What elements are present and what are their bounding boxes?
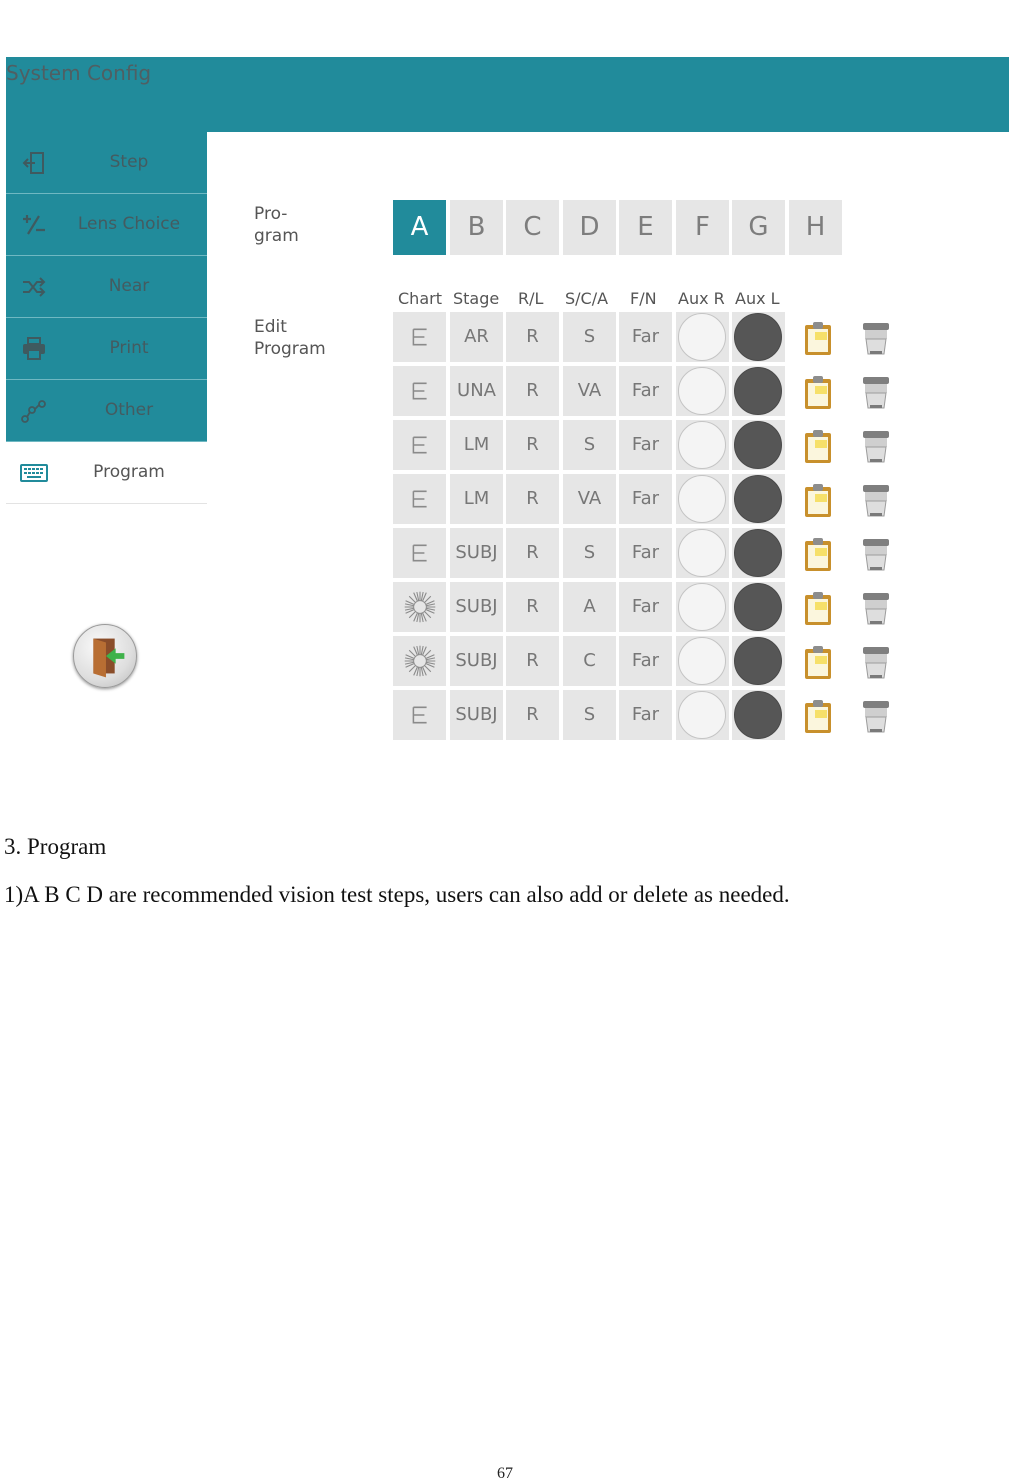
rl-cell[interactable]: R [506, 420, 559, 470]
delete-bin-icon[interactable] [860, 429, 892, 465]
rl-cell[interactable]: R [506, 636, 559, 686]
program-label: Pro- gram [254, 204, 299, 246]
section-heading: 3. Program [4, 834, 107, 859]
shuffle-icon [20, 274, 48, 300]
aux-r-toggle[interactable] [678, 583, 726, 631]
sca-cell[interactable]: C [563, 636, 616, 686]
sidebar-item-step[interactable] [6, 132, 207, 194]
window-title: System Config [6, 61, 152, 85]
aux-r-toggle[interactable] [678, 313, 726, 361]
aux-l-toggle[interactable] [734, 637, 782, 685]
fn-cell[interactable]: Far [619, 582, 672, 632]
rl-cell[interactable]: R [506, 474, 559, 524]
sca-cell[interactable]: VA [563, 474, 616, 524]
aux-l-toggle[interactable] [734, 421, 782, 469]
rl-cell[interactable]: R [506, 312, 559, 362]
tab-program-h[interactable]: H [789, 200, 842, 255]
aux-r-toggle[interactable] [678, 691, 726, 739]
E-chart-icon [409, 326, 431, 348]
sidebar-item-near[interactable] [6, 256, 207, 318]
printer-icon [20, 336, 48, 362]
step-icon [20, 150, 48, 176]
E-chart-icon [409, 542, 431, 564]
fn-cell[interactable]: Far [619, 420, 672, 470]
delete-bin-icon[interactable] [860, 321, 892, 357]
sidebar [6, 132, 207, 504]
aux-l-toggle[interactable] [734, 583, 782, 631]
table-row [393, 312, 913, 366]
keyboard-icon [20, 460, 48, 486]
sidebar-item-label: Program [93, 462, 165, 482]
plus-minus-icon [20, 212, 48, 238]
stage-cell[interactable]: UNA [450, 366, 503, 416]
aux-r-toggle[interactable] [678, 367, 726, 415]
aux-l-toggle[interactable] [734, 691, 782, 739]
stage-cell[interactable]: LM [450, 474, 503, 524]
chart-cell[interactable] [393, 636, 446, 686]
page-number: 67 [497, 1465, 513, 1482]
body-paragraph: 1)A B C D are recommended vision test steps, users can also add or delete as needed. [4, 882, 790, 907]
table-row [393, 474, 913, 528]
fn-cell[interactable]: Far [619, 366, 672, 416]
sidebar-item-label: Step [109, 152, 149, 172]
delete-bin-icon[interactable] [860, 645, 892, 681]
sidebar-item-lens-choice[interactable] [6, 194, 207, 256]
table-row [393, 420, 913, 474]
stage-cell[interactable]: LM [450, 420, 503, 470]
sca-cell[interactable]: S [563, 690, 616, 740]
rl-cell[interactable]: R [506, 528, 559, 578]
clipboard-icon[interactable] [803, 483, 835, 519]
clipboard-icon[interactable] [803, 645, 835, 681]
stage-cell[interactable]: SUBJ [450, 582, 503, 632]
screenshot [6, 57, 1009, 757]
aux-l-toggle[interactable] [734, 313, 782, 361]
fn-cell[interactable]: Far [619, 474, 672, 524]
tab-program-d[interactable]: D [563, 200, 616, 255]
E-chart-icon [409, 434, 431, 456]
sca-cell[interactable]: S [563, 528, 616, 578]
stage-cell[interactable]: SUBJ [450, 528, 503, 578]
tab-program-c[interactable]: C [506, 200, 559, 255]
tab-program-a[interactable]: A [393, 200, 446, 255]
clipboard-icon[interactable] [803, 429, 835, 465]
sca-cell[interactable]: VA [563, 366, 616, 416]
aux-r-toggle[interactable] [678, 529, 726, 577]
chart-cell[interactable] [393, 582, 446, 632]
chart-cell[interactable] [393, 366, 446, 416]
table-row [393, 366, 913, 420]
delete-bin-icon[interactable] [860, 699, 892, 735]
tab-program-b[interactable]: B [450, 200, 503, 255]
fn-cell[interactable]: Far [619, 528, 672, 578]
edit-program-label: Edit Program [254, 317, 326, 359]
stage-cell[interactable]: AR [450, 312, 503, 362]
table-row [393, 582, 913, 636]
aux-r-toggle[interactable] [678, 637, 726, 685]
aux-r-toggle[interactable] [678, 475, 726, 523]
delete-bin-icon[interactable] [860, 483, 892, 519]
tab-program-f[interactable]: F [676, 200, 729, 255]
column-header-aux-l: Aux L [735, 289, 780, 308]
clipboard-icon[interactable] [803, 699, 835, 735]
chart-cell[interactable] [393, 528, 446, 578]
chart-cell[interactable] [393, 690, 446, 740]
tab-program-g[interactable]: G [732, 200, 785, 255]
E-chart-icon [409, 704, 431, 726]
aux-l-toggle[interactable] [734, 529, 782, 577]
delete-bin-icon[interactable] [860, 537, 892, 573]
table-row [393, 636, 913, 690]
table-row [393, 690, 913, 744]
delete-bin-icon[interactable] [860, 375, 892, 411]
sca-cell[interactable]: S [563, 312, 616, 362]
sidebar-item-label: Print [109, 338, 149, 358]
rl-cell[interactable]: R [506, 366, 559, 416]
stage-cell[interactable]: SUBJ [450, 690, 503, 740]
column-header-stage: Stage [453, 289, 500, 308]
sidebar-item-label: Near [108, 276, 150, 296]
column-header-aux-r: Aux R [678, 289, 725, 308]
stage-cell[interactable]: SUBJ [450, 636, 503, 686]
delete-bin-icon[interactable] [860, 591, 892, 627]
chart-cell[interactable] [393, 420, 446, 470]
exit-button[interactable] [73, 624, 137, 688]
sidebar-item-other[interactable] [6, 380, 207, 442]
sca-cell[interactable]: A [563, 582, 616, 632]
aux-l-toggle[interactable] [734, 367, 782, 415]
column-header-sca: S/C/A [565, 289, 609, 308]
exit-door-icon [74, 625, 136, 687]
aux-l-toggle[interactable] [734, 475, 782, 523]
tab-program-e[interactable]: E [619, 200, 672, 255]
sidebar-item-print[interactable] [6, 318, 207, 380]
aux-r-toggle[interactable] [678, 421, 726, 469]
clipboard-icon[interactable] [803, 537, 835, 573]
sunburst-chart-icon [402, 643, 438, 679]
column-header-rl: R/L [518, 289, 544, 308]
clipboard-icon[interactable] [803, 375, 835, 411]
clipboard-icon[interactable] [803, 591, 835, 627]
chart-cell[interactable] [393, 312, 446, 362]
E-chart-icon [409, 380, 431, 402]
fn-cell[interactable]: Far [619, 636, 672, 686]
E-chart-icon [409, 488, 431, 510]
nodes-icon [20, 398, 48, 424]
sunburst-chart-icon [402, 589, 438, 625]
chart-cell[interactable] [393, 474, 446, 524]
fn-cell[interactable]: Far [619, 690, 672, 740]
fn-cell[interactable]: Far [619, 312, 672, 362]
sidebar-item-program[interactable] [6, 442, 207, 504]
sidebar-item-label: Lens Choice [77, 214, 181, 234]
clipboard-icon[interactable] [803, 321, 835, 357]
sidebar-item-label: Other [104, 400, 154, 420]
column-header-fn: F/N [630, 289, 657, 308]
header-bar [6, 57, 1009, 132]
rl-cell[interactable]: R [506, 582, 559, 632]
table-row [393, 528, 913, 582]
sca-cell[interactable]: S [563, 420, 616, 470]
column-header-chart: Chart [398, 289, 442, 308]
rl-cell[interactable]: R [506, 690, 559, 740]
